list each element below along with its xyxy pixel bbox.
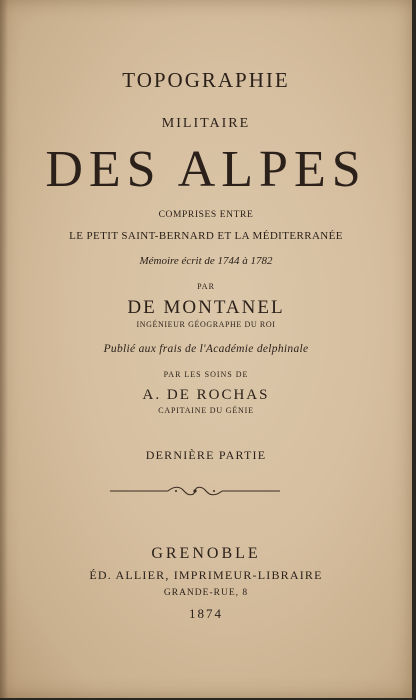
author-name: DE MONTANEL (127, 297, 285, 318)
publication-year: 1874 (189, 606, 223, 621)
par-label: PAR (197, 282, 215, 291)
par-les-soins-label: PAR LES SOINS DE (163, 370, 249, 379)
editor-title: CAPITAINE DU GÉNIE (158, 406, 254, 415)
city: GRENOBLE (151, 545, 261, 562)
publisher: ÉD. ALLIER, IMPRIMEUR-LIBRAIRE (89, 568, 323, 582)
subtitle-range: LE PETIT SAINT-BERNARD ET LA MÉDITERRANÉE (69, 230, 343, 242)
part-label: DERNIÈRE PARTIE (145, 448, 267, 462)
author-title: INGÉNIEUR GÉOGRAPHE DU ROI (136, 320, 276, 329)
ornament-rule (110, 484, 280, 498)
editor-name: A. DE ROCHAS (142, 387, 270, 403)
title-militaire: MILITAIRE (161, 116, 251, 131)
subtitle-comprises-entre: COMPRISES ENTRE (158, 210, 254, 220)
publication-note: Publié aux frais de l'Académie delphinale (103, 343, 309, 355)
publisher-address: GRANDE-RUE, 8 (163, 588, 249, 598)
title-des-alpes: DES ALPES (45, 141, 367, 198)
memoire-dates: Mémoire écrit de 1744 à 1782 (139, 255, 273, 267)
title-topographie: TOPOGRAPHIE (122, 68, 290, 92)
